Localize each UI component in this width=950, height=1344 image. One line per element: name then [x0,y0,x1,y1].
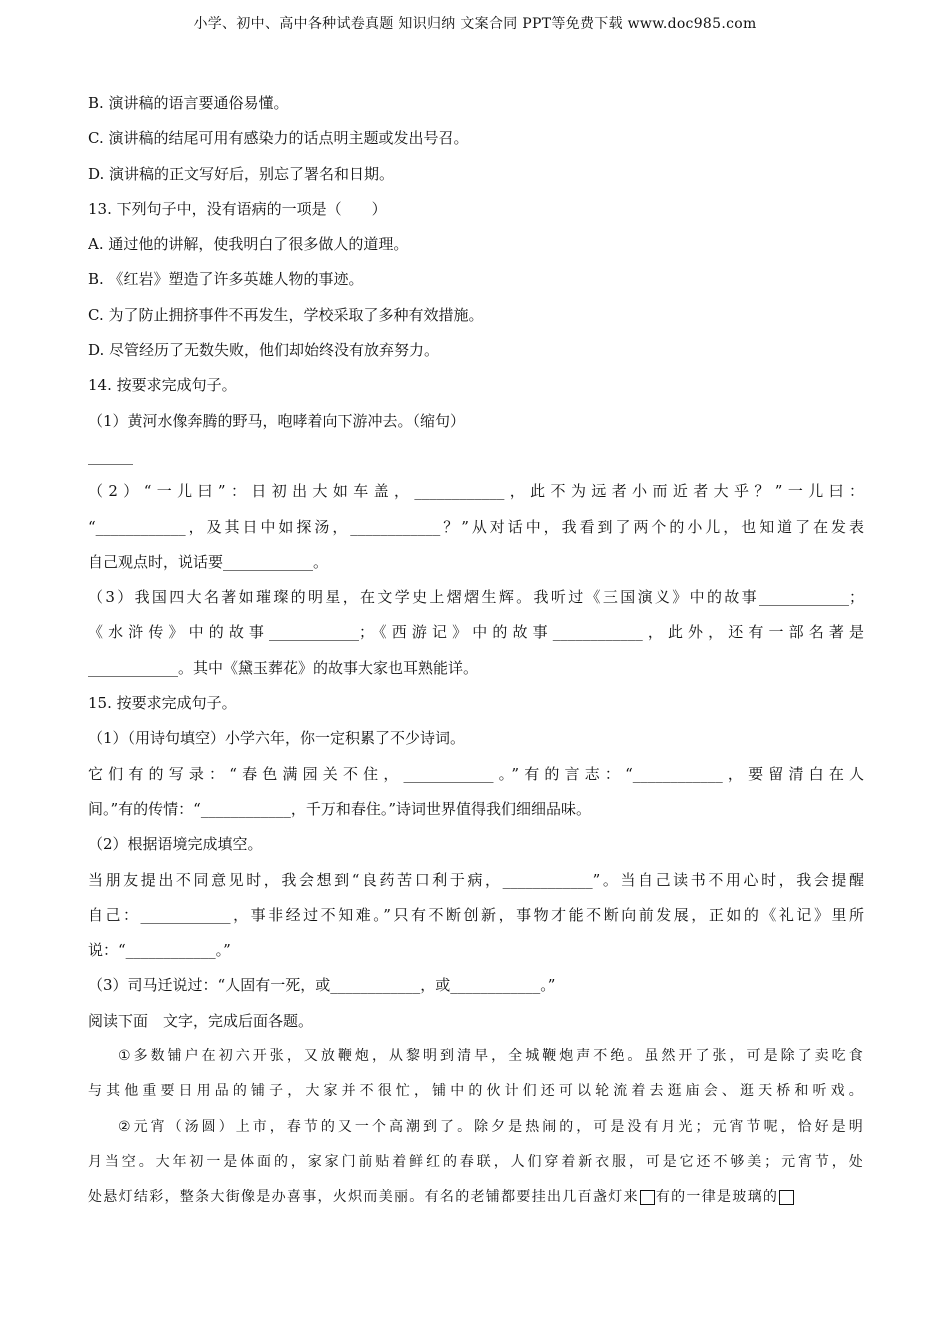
question-14: 14. 按要求完成句子。 [88,376,237,395]
missing-char-box [779,1190,794,1205]
reading-instruction: 阅读下面 文字，完成后面各题。 [88,1011,314,1030]
passage-paragraph-2: ②元宵（汤圆）上市，春节的又一个高潮到了。除夕是热闹的，可是没有月光；元宵节呢，恰好是明 [118,1118,864,1135]
document-body [88,86,864,1216]
option-13-a: A. 通过他的讲解，使我明白了很多做人的道理。 [88,235,409,254]
answer-blank: ______ [88,446,133,465]
passage-paragraph-2-line-2: 月当空。大年初一是体面的，家家门前贴着鲜红的春联，人们穿着新衣服，可是它还不够美；元宵节，处 [88,1153,864,1170]
passage-paragraph-1: ①多数铺户在初六开张，又放鞭炮，从黎明到清早，全城鞭炮声不绝。虽然开了张，可是除了卖吃食 [118,1048,864,1065]
option-13-c: C. 为了防止拥挤事件不再发生，学校采取了多种有效措施。 [88,305,484,324]
question-14-part-2-line-2: “____________，及其日中如探汤，____________？”从对话中，我看到了两个的小儿，也知道了在发表 [88,517,864,536]
question-13: 13. 下列句子中，没有语病的一项是（ ） [88,199,387,218]
page-header: 小学、初中、高中各种试卷真题 知识归纳 文案合同 PPT等免费下载 www.doc985.com [193,16,757,32]
question-14-part-2-line-3: 自己观点时，说话要____________。 [88,552,329,571]
question-14-part-1: （1）黄河水像奔腾的野马，咆哮着向下游冲去。（缩句） [88,411,466,430]
option-12-d: D. 演讲稿的正文写好后，别忘了署名和日期。 [88,164,395,183]
option-12-c: C. 演讲稿的结尾可用有感染力的话点明主题或发出号召。 [88,129,469,148]
passage-paragraph-1-line-2: 与其他重要日用品的铺子，大家并不很忙，铺中的伙计们还可以轮流着去逛庙会、逛天桥和听戏。 [88,1083,864,1100]
passage-paragraph-2-line-3 [88,1180,864,1215]
option-12-b: B. 演讲稿的语言要通俗易懂。 [88,94,289,112]
passage-text-segment: 处悬灯结彩，整条大街像是办喜事，火炽而美丽。有名的老铺都要挂出几百盏灯来 [88,1189,639,1206]
question-15-part-2-line-2: 当朋友提出不同意见时，我会想到“良药苦口利于病，____________”。当自己读书不用心时，我会提醒 [88,870,864,889]
question-14-part-3-line-2: 《水浒传》中的故事____________；《西游记》中的故事____________，此外，还有一部名著是 [88,623,864,642]
question-15: 15. 按要求完成句子。 [88,694,237,713]
option-13-d: D. 尽管经历了无数失败，他们却始终没有放弃努力。 [88,341,440,360]
question-15-part-1-line-2: 它们有的写录：“春色满园关不住，____________。”有的言志：“____________，要留清白在人 [88,764,864,783]
missing-char-box [640,1190,655,1205]
question-15-part-2: （2）根据语境完成填空。 [88,835,263,854]
option-13-b: B. 《红岩》塑造了许多英雄人物的事迹。 [88,270,364,289]
question-15-part-2-line-3: 自己：____________，事非经过不知难。”只有不断创新，事物才能不断向前发展，正如的《礼记》里所 [88,905,864,924]
question-15-part-3: （3）司马迁说过：“人固有一死，或____________，或____________。” [88,976,556,995]
question-14-part-3-line-3: ____________。其中《黛玉葬花》的故事大家也耳熟能详。 [88,658,479,677]
question-14-part-2: （2）“一儿曰”：日初出大如车盖，____________，此不为远者小而近者大乎？”一儿曰： [88,482,864,501]
question-15-part-2-line-4: 说：“____________。” [88,941,231,960]
question-15-part-1: （1）（用诗句填空）小学六年，你一定积累了不少诗词。 [88,729,466,748]
question-15-part-1-line-3: 间。”有的传情：“____________，千万和春住。”诗词世界值得我们细细品味。 [88,799,592,818]
question-14-part-3: （3）我国四大名著如璀璨的明星，在文学史上熠熠生辉。我听过《三国演义》中的故事____________； [88,588,864,607]
passage-text-segment: 有的一律是玻璃的 [655,1189,779,1206]
